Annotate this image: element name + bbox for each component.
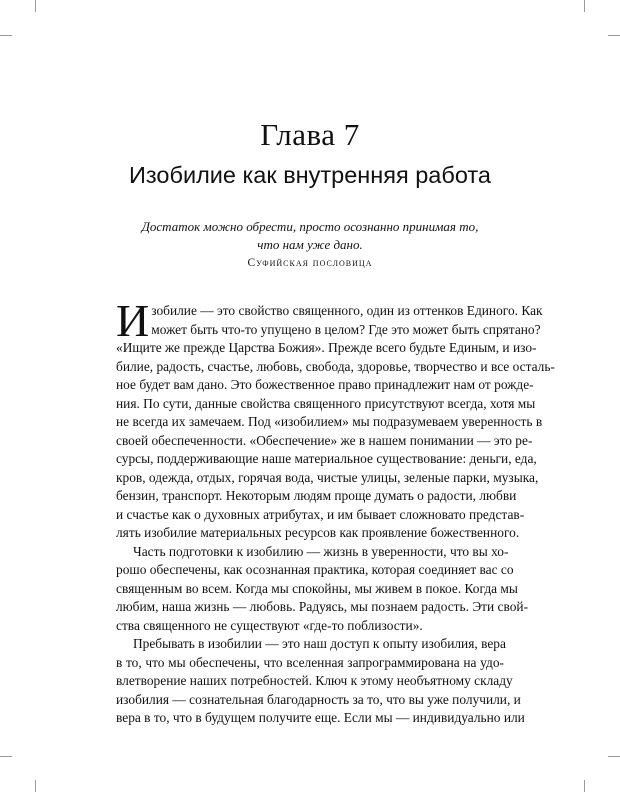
text-line: в то, что мы обеспечены, что вселенная запрограммирована на удо- — [116, 654, 504, 670]
body-text — [116, 295, 555, 728]
paragraph-2 — [116, 543, 529, 636]
text-line: бензин, транспорт. Некоторым людям проще думать о радости, любви — [116, 488, 517, 503]
text-line: священным во всем. Когда мы спокойны, мы живем в покое. Когда мы — [116, 580, 518, 596]
text-line: вера в то, что в будущем получите еще. Если мы — индивидуально или — [116, 710, 525, 725]
text-line: ное будет вам дано. Это божественное право принадлежит нам от рожде- — [116, 377, 534, 392]
crop-mark-bottom-right-h — [608, 756, 620, 757]
text-line: и счастье как о духовных атрибутах, и им бывает сложновато представ- — [116, 506, 525, 522]
text-line: Часть подготовки к изобилию — жизнь в уверенности, что вы хо- — [133, 543, 509, 559]
text-line: рошо обеспечены, как осознанная практика, которая соединяет вас со — [116, 562, 514, 577]
text-line: сурсы, поддерживающие наше материальное существование: деньги, еда, — [116, 451, 537, 466]
paragraph-3 — [116, 635, 525, 728]
crop-mark-top-left — [35, 0, 36, 12]
crop-mark-top-left-h — [0, 35, 12, 36]
crop-mark-bottom-left-h — [0, 756, 12, 757]
text-line: Пребывать в изобилии — это наш доступ к опыту изобилия, вера — [133, 636, 506, 651]
epigraph-source: Суфийская пословица — [247, 257, 373, 269]
crop-mark-top-right — [584, 0, 585, 12]
paragraph-1 — [116, 295, 555, 543]
epigraph — [130, 218, 490, 253]
text-line: изобилия — сознательная благодарность за то, что вы уже получили, и — [116, 691, 521, 707]
crop-mark-bottom-left — [35, 780, 36, 792]
text-line: любим, наша жизнь — любовь. Радуясь, мы познаем радость. Эти свой- — [116, 599, 529, 614]
epigraph-line: что нам уже дано. — [257, 236, 363, 252]
crop-mark-bottom-right — [584, 780, 585, 792]
epigraph-line: Достаток можно обрести, просто осознанно принимая то, — [141, 219, 479, 234]
text-line: зобилие — это свойство священного, один из оттенков Единого. Как — [151, 303, 543, 318]
text-line: ния. По сути, данные свойства священного присутствуют всегда, хотя мы — [116, 395, 536, 411]
text-line: лять изобилие материальных ресурсов как проявление божественного. — [116, 525, 520, 540]
text-line: кров, одежда, отдых, горячая вода, чистые улицы, зеленые парки, музыка, — [116, 469, 539, 485]
chapter-number: Глава 7 — [260, 117, 360, 152]
drop-cap: И — [116, 295, 150, 346]
chapter-title: Изобилие как внутренняя работа — [129, 162, 491, 188]
text-line: может быть что-то упущено в целом? Где это может быть спрятано? — [151, 321, 541, 337]
text-line: билие, радость, счастье, любовь, свобода, здоровье, творчество и все осталь- — [116, 358, 555, 374]
text-line: ства священного не существуют «где-то поблизости». — [116, 617, 423, 633]
crop-mark-top-right-h — [608, 35, 620, 36]
text-line: «Ищите же прежде Царства Божия». Прежде всего будьте Единым, и изо- — [116, 340, 537, 355]
text-line: своей обеспеченности. «Обеспечение» же в нашем понимании — это ре- — [116, 432, 533, 448]
text-line: влетворение наших потребностей. Ключ к этому необъятному складу — [116, 673, 513, 688]
text-line: не всегда их замечаем. Под «изобилием» мы подразумеваем уверенность в — [116, 414, 543, 429]
